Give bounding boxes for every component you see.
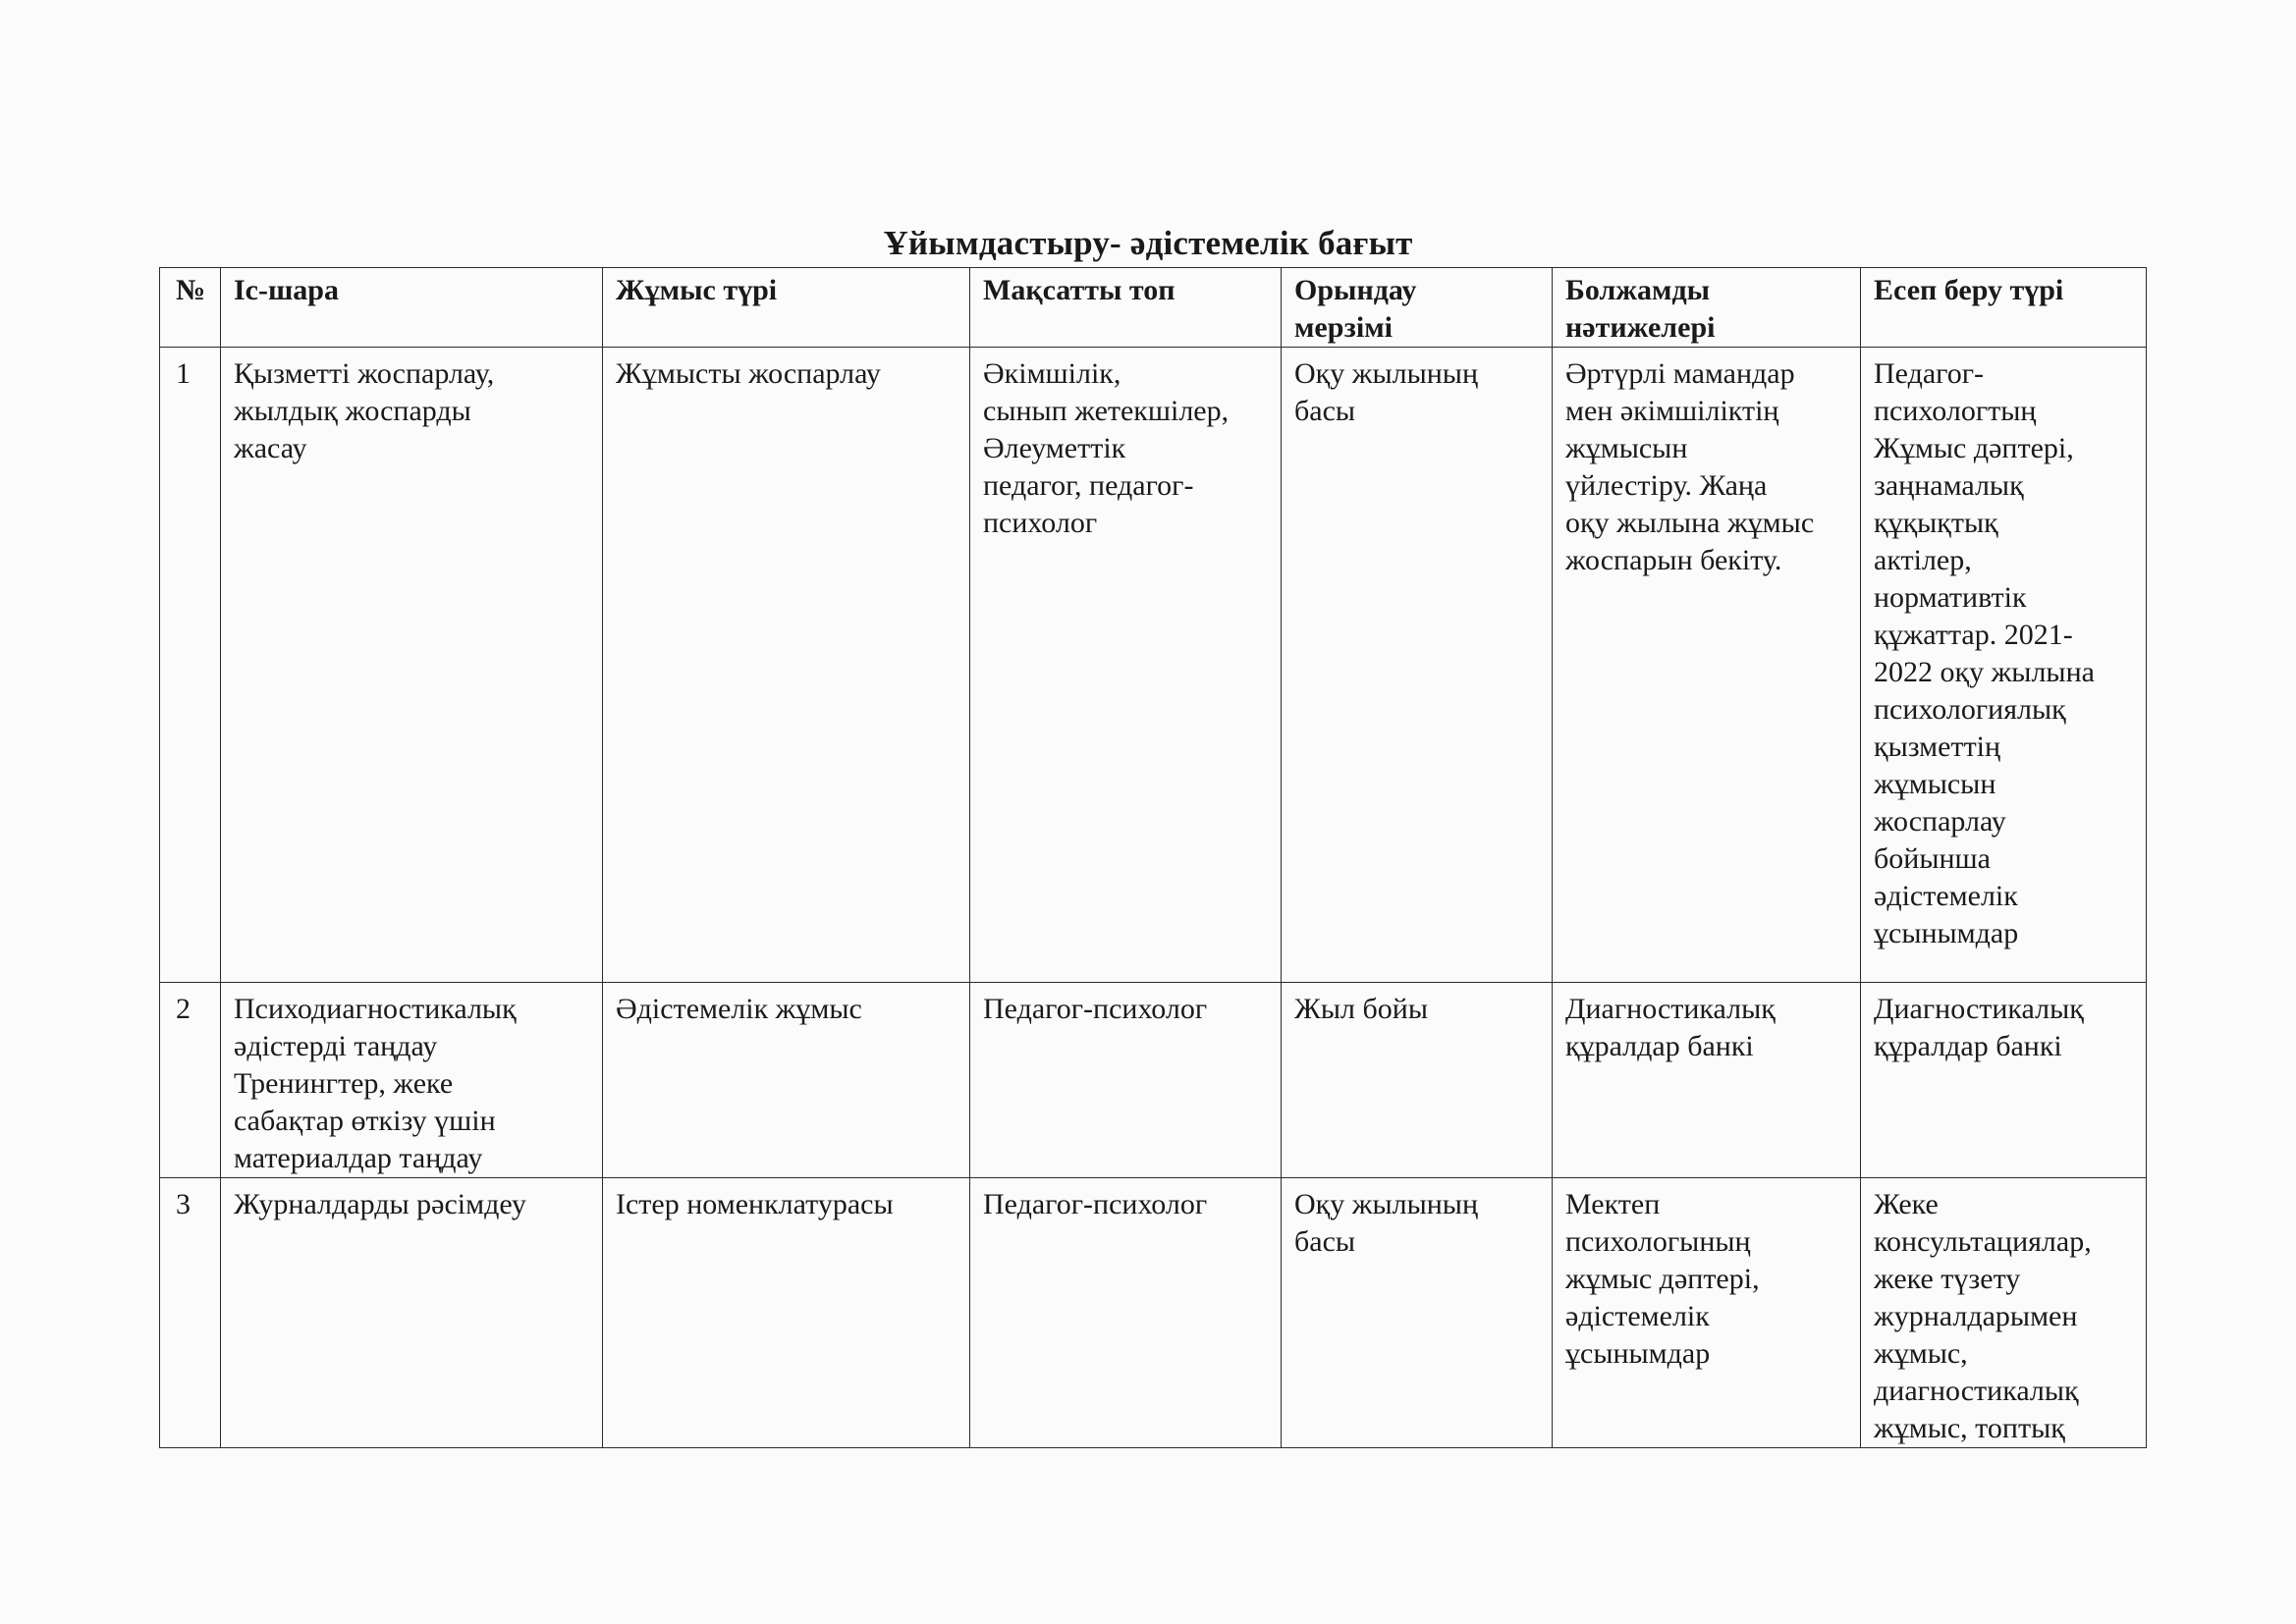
cell-target-group: Әкімшілік, сынып жетекшілер, Әлеуметтік педагог, педагог- психолог [970, 348, 1282, 983]
cell-number: 2 [160, 983, 221, 1178]
cell-report-type: Педагог- психологтың Жұмыс дәптері, заңнамалық құқықтық актілер, нормативтік құжаттар. 2021- 2022 оқу жылына психологиялық қызметтің жұмысын жоспарлау бойынша әдістемелік ұсынымдар [1861, 348, 2147, 983]
cell-work-type: Әдістемелік жұмыс [603, 983, 970, 1178]
cell-deadline: Оқу жылының басы [1282, 348, 1553, 983]
cell-target-group: Педагог-психолог [970, 983, 1282, 1178]
cell-work-type: Істер номенклатурасы [603, 1178, 970, 1448]
table-header-row [160, 268, 2147, 348]
cell-target-group: Педагог-психолог [970, 1178, 1282, 1448]
header-deadline: Орындау мерзімі [1282, 268, 1553, 348]
work-plan-table [159, 267, 2147, 1448]
table-row [160, 983, 2147, 1178]
table-row [160, 1178, 2147, 1448]
cell-expected-results: Әртүрлі мамандар мен әкімшіліктің жұмысын үйлестіру. Жаңа оқу жылына жұмыс жоспарын бекіту. [1553, 348, 1861, 983]
header-target-group: Мақсатты топ [970, 268, 1282, 348]
cell-deadline: Оқу жылының басы [1282, 1178, 1553, 1448]
header-event: Іс-шара [221, 268, 603, 348]
cell-report-type: Диагностикалық құралдар банкі [1861, 983, 2147, 1178]
header-work-type: Жұмыс түрі [603, 268, 970, 348]
header-report-type: Есеп беру түрі [1861, 268, 2147, 348]
header-expected-results: Болжамды нәтижелері [1553, 268, 1861, 348]
cell-expected-results: Диагностикалық құралдар банкі [1553, 983, 1861, 1178]
header-number: № [160, 268, 221, 348]
cell-work-type: Жұмысты жоспарлау [603, 348, 970, 983]
cell-report-type: Жеке консультациялар, жеке түзету журналдарымен жұмыс, диагностикалық жұмыс, топтық [1861, 1178, 2147, 1448]
page-title: Ұйымдастыру- әдістемелік бағыт [883, 224, 1413, 262]
cell-deadline: Жыл бойы [1282, 983, 1553, 1178]
table-row [160, 348, 2147, 983]
cell-number: 3 [160, 1178, 221, 1448]
cell-event: Қызметті жоспарлау, жылдық жоспарды жасау [221, 348, 603, 983]
cell-event: Психодиагностикалық әдістерді таңдау Тренингтер, жеке сабақтар өткізу үшін материалдар таңдау [221, 983, 603, 1178]
cell-number: 1 [160, 348, 221, 983]
cell-event: Журналдарды рәсімдеу [221, 1178, 603, 1448]
cell-expected-results: Мектеп психологының жұмыс дәптері, әдістемелік ұсынымдар [1553, 1178, 1861, 1448]
